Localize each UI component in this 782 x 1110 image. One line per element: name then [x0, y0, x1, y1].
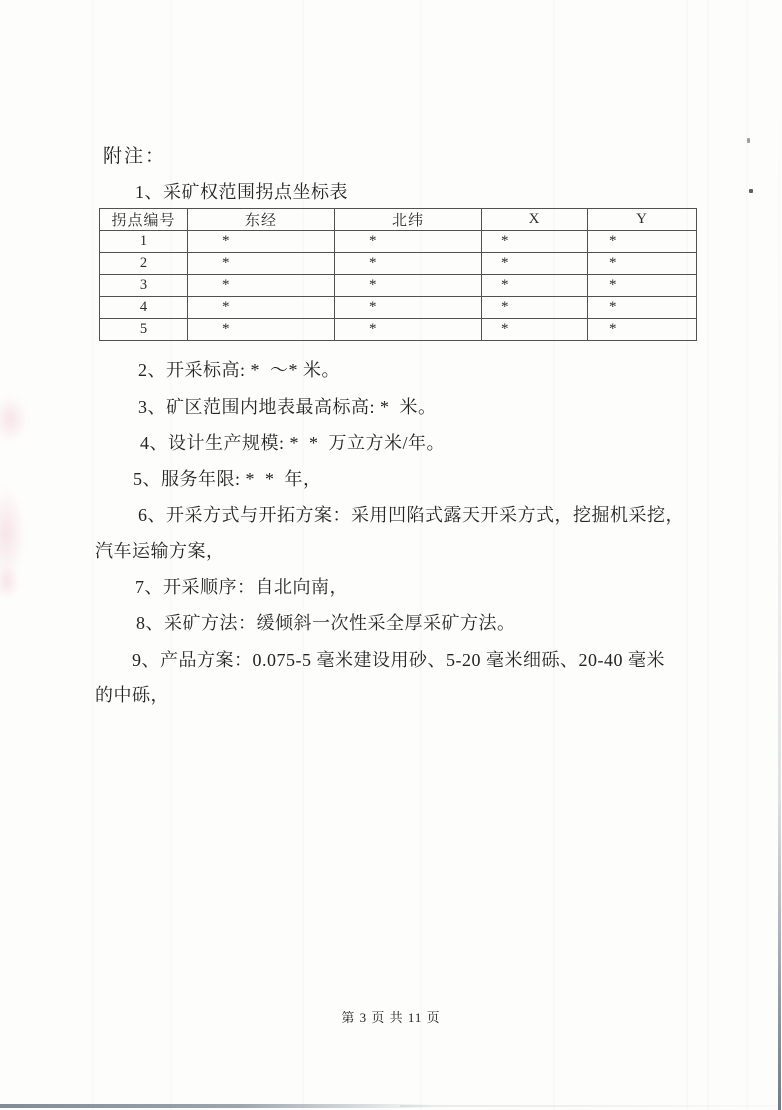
cell-x: *	[482, 319, 588, 341]
scan-streak	[553, 0, 555, 1110]
cell-east-longitude: *	[188, 253, 335, 275]
column-header-east-longitude: 东经	[188, 209, 335, 231]
note-item-8: 8、采矿方法：缓倾斜一次性采全厚采矿方法。	[136, 613, 516, 633]
cell-east-longitude: *	[188, 297, 335, 319]
scan-edge-right	[778, 0, 781, 1110]
note-item-9-line-1: 9、产品方案：0.075-5 毫米建设用砂、5-20 毫米细砾、20-40 毫米	[132, 650, 665, 670]
table-row	[100, 319, 697, 341]
note-item-3: 3、矿区范围内地表最高标高: * 米。	[138, 397, 437, 417]
scan-streak	[686, 0, 688, 1110]
cell-x: *	[482, 275, 588, 297]
cell-y: *	[588, 275, 697, 297]
cell-x: *	[482, 253, 588, 275]
table-caption: 1、采矿权范围拐点坐标表	[135, 182, 348, 202]
cell-x: *	[482, 297, 588, 319]
scan-edge-bottom	[0, 1104, 435, 1108]
scan-streak	[302, 0, 304, 1110]
cell-north-latitude: *	[335, 319, 482, 341]
cell-north-latitude: *	[335, 297, 482, 319]
footer-page-number: 第 3 页 共 11 页	[341, 1010, 441, 1025]
cell-y: *	[588, 297, 697, 319]
cell-north-latitude: *	[335, 231, 482, 253]
cell-east-longitude: *	[188, 319, 335, 341]
table-row	[100, 275, 697, 297]
column-header-x: X	[482, 209, 588, 231]
stamp-smudge	[0, 558, 24, 606]
scan-speck	[749, 189, 753, 193]
cell-x: *	[482, 231, 588, 253]
column-header-corner-no: 拐点编号	[100, 209, 188, 231]
stamp-smudge	[0, 386, 34, 452]
cell-y: *	[588, 319, 697, 341]
cell-east-longitude: *	[188, 275, 335, 297]
cell-north-latitude: *	[335, 253, 482, 275]
note-item-7: 7、开采顺序：自北向南，	[135, 577, 348, 597]
note-item-2: 2、开采标高: * ～* 米。	[138, 360, 341, 380]
note-heading: 附注：	[103, 146, 167, 167]
cell-corner-no: 4	[100, 297, 188, 319]
note-item-5: 5、服务年限: * * 年，	[133, 469, 322, 489]
scan-edge-bottom-faint	[400, 1105, 782, 1107]
cell-east-longitude: *	[188, 231, 335, 253]
scan-streak	[707, 0, 709, 1110]
note-item-6-line-1: 6、开采方式与开拓方案：采用凹陷式露天开采方式，挖掘机采挖，	[138, 505, 684, 525]
note-item-4: 4、设计生产规模: * * 万立方米/年。	[140, 433, 446, 453]
coordinate-table	[99, 208, 697, 341]
note-item-9-line-2: 的中砾，	[95, 685, 169, 705]
table-row	[100, 231, 697, 253]
cell-corner-no: 5	[100, 319, 188, 341]
cell-y: *	[588, 253, 697, 275]
cell-corner-no: 1	[100, 231, 188, 253]
table-row	[100, 253, 697, 275]
cell-corner-no: 3	[100, 275, 188, 297]
scan-speck	[747, 138, 750, 143]
note-item-6-line-2: 汽车运输方案，	[95, 541, 225, 561]
column-header-y: Y	[588, 209, 697, 231]
scan-streak	[92, 0, 94, 1110]
cell-north-latitude: *	[335, 275, 482, 297]
column-header-north-latitude: 北纬	[335, 209, 482, 231]
cell-y: *	[588, 231, 697, 253]
cell-corner-no: 2	[100, 253, 188, 275]
scan-streak	[420, 0, 422, 1110]
table-header-row	[100, 209, 697, 231]
scan-streak	[746, 0, 748, 1110]
table-row	[100, 297, 697, 319]
